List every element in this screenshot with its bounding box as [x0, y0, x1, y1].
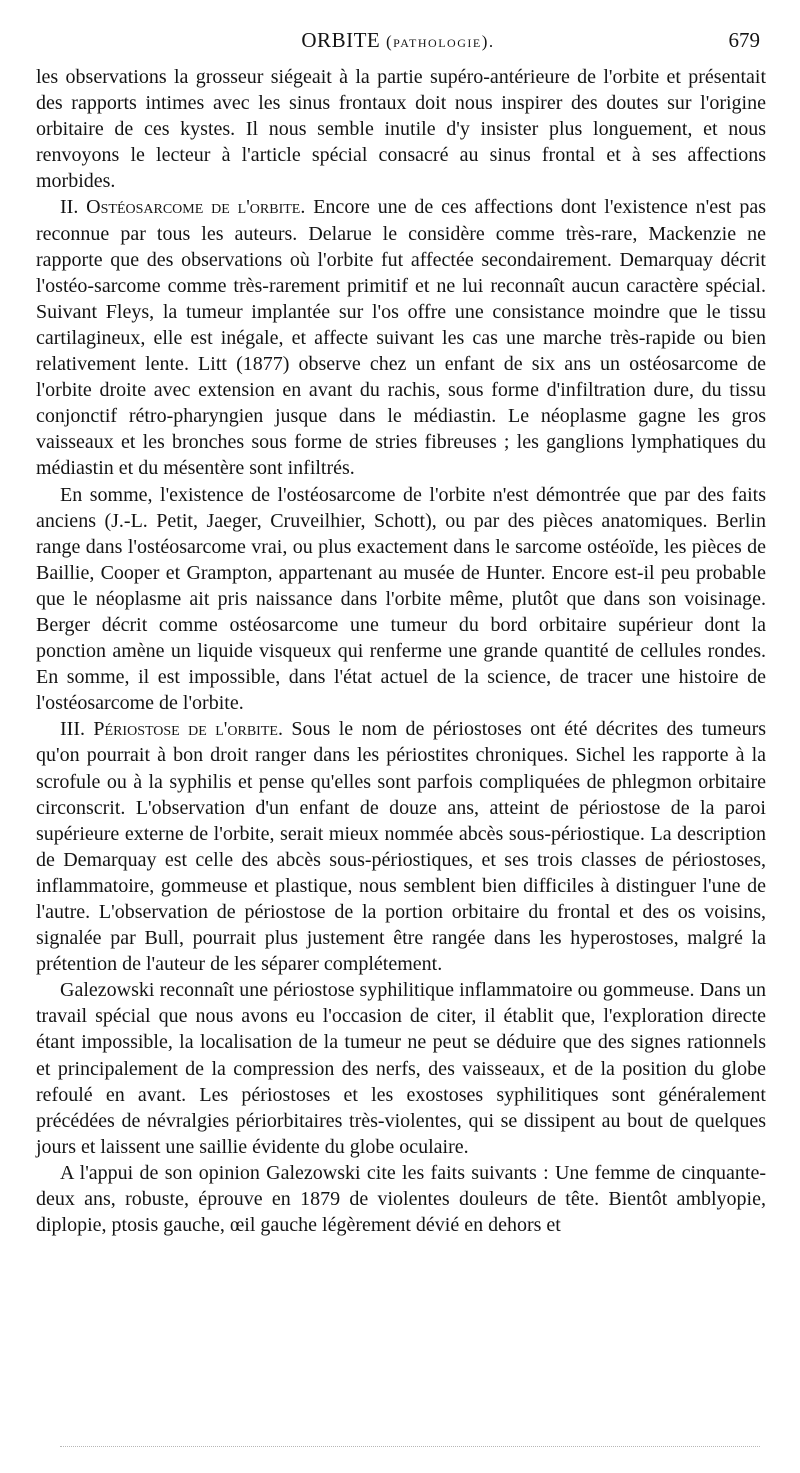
running-head-subtitle: (pathologie). [385, 32, 495, 51]
page-number: 679 [728, 28, 760, 52]
paragraph-text: Sous le nom de périostoses ont été décrites des tumeurs qu'on pourrait à bon droit ranger dans les périostites chroniques. Sichel les rapporte à la scrofule ou à la syphilis et pense qu'elles sont parfois compliquées de phlegmon orbitaire circonscrit. L'observation d'un enfant de douze ans, atteint de périostose de la paroi supérieure externe de l'orbite, serait mieux nommée abcès sous-périostique. La description de Demarquay est celle des abcès sous-périostiques, et ses trois classes de périostoses, inflammatoire, gommeuse et plastique, nous semblent bien difficiles à distinguer l'une de l'autre. L'observation de périostose de la portion orbitaire du frontal et des os voisins, signalée par Bull, pourrait plus justement être rangée dans les hyperostoses, malgré la prétention de l'auteur de les séparer complétement. [36, 718, 767, 976]
footer-rule [60, 1446, 760, 1447]
paragraph-en-somme: En somme, l'existence de l'ostéosarcome de l'orbite n'est démontrée que par des faits anciens (J.-L. Petit, Jaeger, Cruveilhier, Schott), ou par des pièces anatomiques. Berlin range dans l'ostéosarcome vrai, ou plus exactement dans le sarcome ostéoïde, les pièces de Baillie, Cooper et Grampton, appartenant au musée de Hunter. Encore est-il peu probable que le néoplasme ait pris naissance dans l'orbite même, plutôt que dans son voisinage. Berger décrit comme ostéosarcome une tumeur du bord orbitaire supérieur dont la ponction amène un liquide visqueux qui renferme une grande quantité de cellules rondes. En somme, il est impossible, dans l'état actuel de la science, de tracer une histoire de l'ostéosarcome de l'orbite. [36, 483, 766, 715]
paragraph-galezowski: Galezowski reconnaît une périostose syphilitique inflammatoire ou gommeuse. Dans un travail spécial que nous avons eu l'occasion de citer, il établit que, l'exploration directe étant impossible, la localisation de la tumeur ne peut se déduire que des signes rationnels et principalement de la compression des nerfs, des vaisseaux, et de la position du globe refoulé en avant. Les périostoses et les exostoses syphilitiques sont généralement précédées de névralgies périorbitaires très-violentes, qui se dissipent au bout de quelques jours et laissent une saillie évidente du globe oculaire. [36, 979, 766, 1158]
paragraph-periostose [36, 716, 766, 977]
paragraph-continuation: les observations la grosseur siégeait à la partie supéro-antérieure de l'orbite et présentait des rapports intimes avec les sinus frontaux doit nous inspirer des doutes sur l'origine orbitaire de ces kystes. Il nous semble inutile d'y insister plus longuement, et nous renvoyons le lecteur à l'article spécial consacré au sinus frontal et à ses affections morbides. [36, 66, 766, 193]
paragraph-text: Encore une de ces affections dont l'existence n'est pas reconnue par tous les auteurs. Delarue le considère comme très-rare, Mackenzie ne rapporte que des observations où l'orbite fut affectée secondairement. Demarquay décrit l'ostéo-sarcome comme très-rarement primitif et ne lui reconnaît aucun caractère spécial. Suivant Fleys, la tumeur implantée sur l'os offre une consistance moindre que le tissu cartilagineux, elle est inégale, et affecte suivant les cas une marche très-rapide ou bien relativement lente. Litt (1877) observe chez un enfant de six ans un ostéosarcome de l'orbite droite avec extension en avant du rachis, sous forme d'infiltration dure, du tissu conjonctif rétro-pharyngien jusque dans le médiastin. Le néoplasme gagne les gros vaisseaux et les bronches sous forme de stries fibreuses ; les ganglions lymphatiques du médiastin et du mésentère sont infiltrés. [36, 196, 766, 480]
paragraph-appui: A l'appui de son opinion Galezowski cite les faits suivants : Une femme de cinquante-deux ans, robuste, éprouve en 1879 de violentes douleurs de tête. Bientôt amblyopie, diplopie, ptosis gauche, œil gauche légèrement dévié en dehors et [36, 1161, 766, 1237]
section-heading-periostose: III. Périostose de l'orbite. [60, 718, 283, 741]
section-heading-osteosarcome: II. Ostéosarcome de l'orbite. [60, 196, 306, 219]
running-head-main: ORBITE [301, 28, 381, 52]
running-head-title [36, 28, 760, 53]
paragraph-osteosarcome [36, 194, 766, 481]
body-text [36, 64, 766, 1238]
running-head [36, 28, 760, 58]
